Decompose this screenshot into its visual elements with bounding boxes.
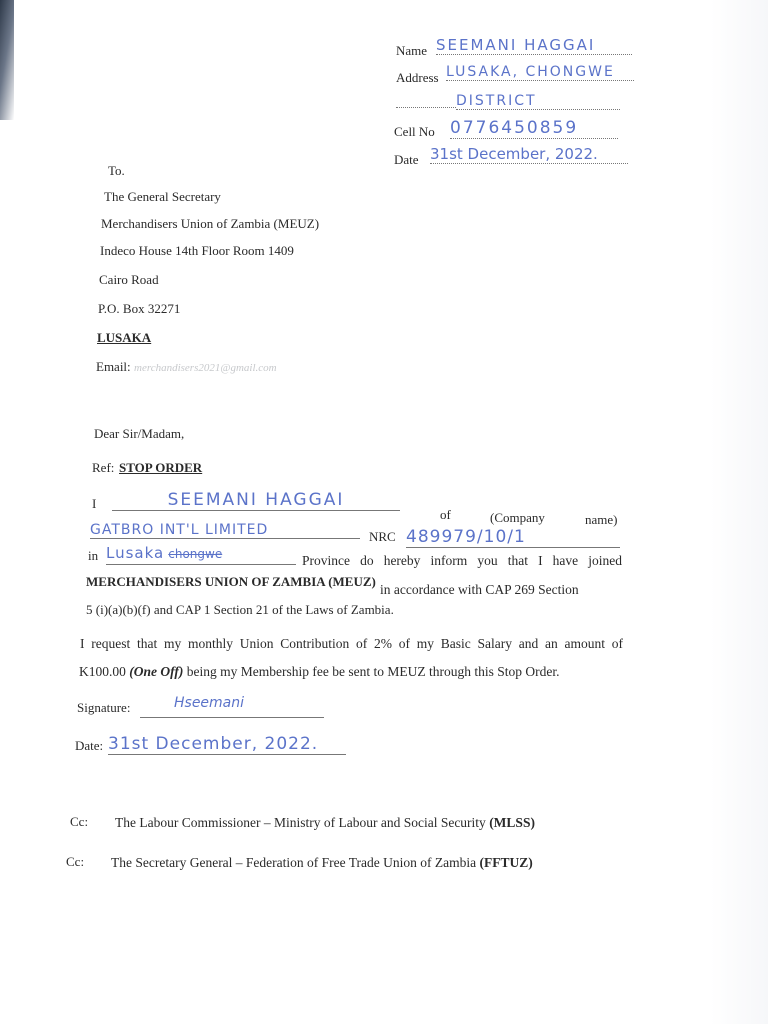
cc-label: Cc: [66, 854, 85, 869]
name-value: SEEMANI HAGGAI [436, 36, 632, 55]
request-line2-rest: being my Membership fee be sent to MEUZ through this Stop Order. [186, 664, 560, 679]
company-fill: GATBRO INT'L LIMITED [90, 522, 360, 539]
member-name-fill: SEEMANI HAGGAI [112, 490, 400, 511]
in-label: in [88, 548, 99, 563]
request-line1: I request that my monthly Union Contribution of 2% of my Basic Salary and an amount of [80, 636, 623, 651]
address-label: Address [396, 70, 439, 85]
cc-abbrev: (MLSS) [489, 815, 535, 830]
address-dots [396, 106, 456, 108]
page-corner-shadow [0, 0, 14, 120]
cc-abbrev: (FFTUZ) [479, 855, 533, 870]
page-edge-shade [710, 0, 768, 1024]
body-line3: Province do hereby inform you that I have joined [302, 553, 622, 568]
sign-date-label: Date: [75, 738, 104, 753]
cc-text: The Secretary General – Federation of Free Trade Union of Zambia [111, 855, 477, 870]
date-value: 31st December, 2022. [430, 145, 628, 164]
recipient-line: The General Secretary [104, 189, 221, 204]
signature-value: Hseemani [174, 695, 245, 711]
cc-line [115, 815, 535, 831]
to-label: To. [108, 163, 125, 178]
request-line2 [79, 664, 559, 680]
province-fill: Lusaka [106, 544, 165, 562]
cc-text: The Labour Commissioner – Ministry of Labour and Social Security [115, 815, 486, 830]
recipient-line: P.O. Box 32271 [98, 301, 181, 316]
recipient-city: LUSAKA [97, 330, 152, 345]
request-oneoff: (One Off) [129, 664, 184, 679]
cc-label: Cc: [70, 814, 89, 829]
i-label: I [92, 496, 97, 511]
company-label-2: name) [585, 512, 618, 527]
date-label: Date [394, 152, 419, 167]
body-line4-rest: in accordance with CAP 269 Section [380, 582, 579, 597]
nrc-fill: 489979/10/1 [406, 527, 620, 548]
signature-line [140, 695, 324, 718]
province-struck: chongwe [168, 547, 223, 561]
body-line5: 5 (i)(a)(b)(f) and CAP 1 Section 21 of the Laws of Zambia. [86, 602, 394, 617]
signature-label: Signature: [77, 700, 131, 715]
cell-value: 0776450859 [450, 118, 618, 139]
name-label: Name [396, 43, 428, 58]
email-value: merchandisers2021@gmail.com [134, 362, 277, 374]
cell-label: Cell No [394, 124, 435, 139]
of-label: of [440, 507, 451, 522]
company-label: (Company [490, 510, 545, 525]
recipient-line: Cairo Road [99, 272, 159, 287]
nrc-label: NRC [369, 529, 396, 544]
union-name: MERCHANDISERS UNION OF ZAMBIA (MEUZ) [86, 574, 376, 589]
address-line2: DISTRICT [456, 93, 620, 110]
request-amount: K100.00 [79, 664, 126, 679]
ref-value: STOP ORDER [119, 460, 203, 475]
ref-label: Ref: [92, 460, 115, 475]
address-line1: LUSAKA, CHONGWE [446, 64, 634, 81]
recipient-line: Merchandisers Union of Zambia (MEUZ) [101, 216, 320, 231]
cc-line [111, 855, 533, 871]
recipient-line: Indeco House 14th Floor Room 1409 [100, 243, 294, 258]
province-fill-line [106, 544, 296, 565]
email-label: Email: [96, 359, 131, 374]
salutation: Dear Sir/Madam, [94, 426, 185, 441]
sign-date-value: 31st December, 2022. [108, 734, 346, 755]
